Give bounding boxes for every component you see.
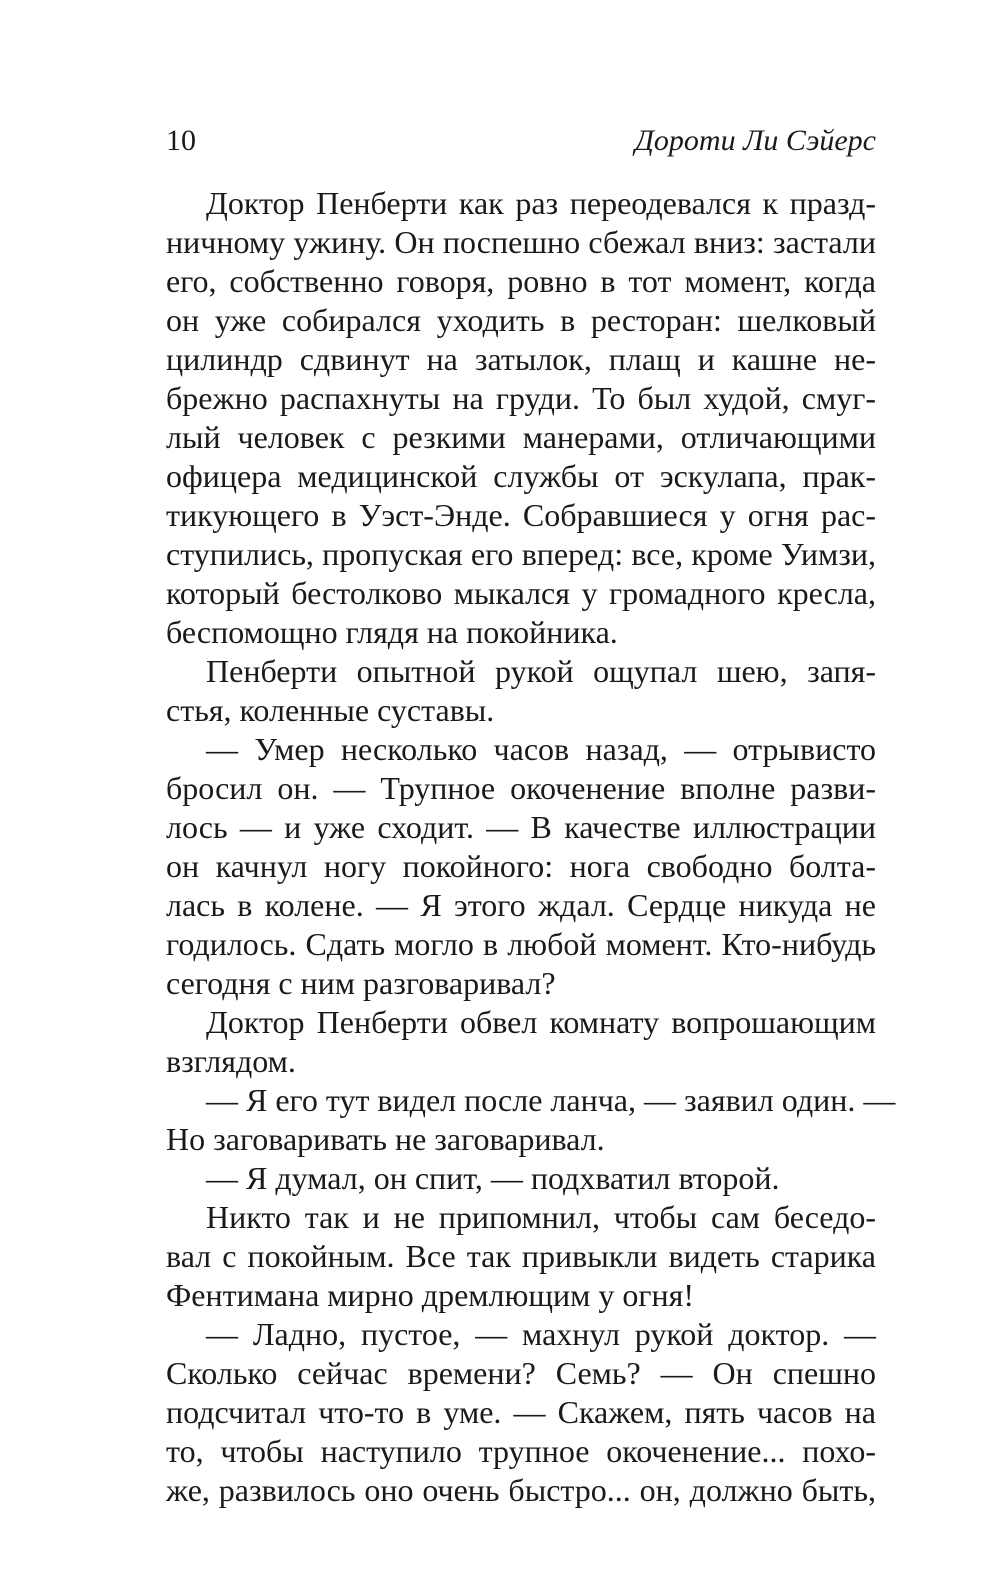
text-line: стья, коленные суставы. (166, 692, 495, 728)
text-line: брежно распахнуты на груди. То был худой, смуг- (166, 380, 876, 416)
text-line: то, чтобы наступило трупное окоченение... похо- (166, 1433, 876, 1469)
body-text (166, 184, 896, 1510)
text-line: вал с покойным. Все так привыкли видеть старика (166, 1238, 876, 1274)
text-line: Никто так и не припомнил, чтобы сам беседо- (206, 1199, 876, 1235)
text-line: тикующего в Уэст-Энде. Собравшиеся у огня рас- (166, 497, 876, 533)
text-line: он уже собирался уходить в ресторан: шелковый (166, 302, 876, 338)
text-line: Но заговаривать не заговаривал. (166, 1121, 605, 1157)
running-head: Дороти Ли Сэйерс (634, 124, 876, 157)
text-line: офицера медицинской службы от эскулапа, прак- (166, 458, 876, 494)
text-line: подсчитал что-то в уме. — Скажем, пять часов на (166, 1394, 876, 1430)
text-line: же, развилось оно очень быстро... он, должно быть, (166, 1472, 876, 1508)
text-line: ничному ужину. Он поспешно сбежал вниз: застали (166, 224, 876, 260)
text-line: он качнул ногу покойного: нога свободно болта- (166, 848, 876, 884)
text-line: лась в колене. — Я этого ждал. Сердце никуда не (166, 887, 876, 923)
text-line: его, собственно говоря, ровно в тот момент, когда (166, 263, 876, 299)
text-line: сегодня с ним разговаривал? (166, 965, 556, 1001)
text-line: взглядом. (166, 1043, 296, 1079)
text-line: Доктор Пенберти обвел комнату вопрошающим (206, 1004, 876, 1040)
text-line: годилось. Сдать могло в любой момент. Кто-нибудь (166, 926, 876, 962)
text-line: лый человек с резкими манерами, отличающими (166, 419, 876, 455)
text-line: Доктор Пенберти как раз переодевался к празд- (206, 185, 876, 221)
text-line: лось — и уже сходит. — В качестве иллюстрации (166, 809, 876, 845)
text-line: — Ладно, пустое, — махнул рукой доктор. — (206, 1316, 876, 1352)
text-line: — Я его тут видел после ланча, — заявил один. — (206, 1082, 896, 1118)
text-line: — Я думал, он спит, — подхватил второй. (206, 1160, 780, 1196)
text-line: цилиндр сдвинут на затылок, плащ и кашне не- (166, 341, 876, 377)
text-line: ступились, пропуская его вперед: все, кроме Уимзи, (166, 536, 876, 572)
text-line: который бестолково мыкался у громадного кресла, (166, 575, 876, 611)
page-number: 10 (166, 124, 196, 157)
text-line: Фентимана мирно дремлющим у огня! (166, 1277, 695, 1313)
text-line: Пенберти опытной рукой ощупал шею, запя- (206, 653, 876, 689)
text-line: беспомощно глядя на покойника. (166, 614, 618, 650)
page-header (166, 124, 876, 164)
text-line: бросил он. — Трупное окоченение вполне разви- (166, 770, 876, 806)
text-line: — Умер несколько часов назад, — отрывисто (206, 731, 876, 767)
text-line: Сколько сейчас времени? Семь? — Он спешно (166, 1355, 876, 1391)
